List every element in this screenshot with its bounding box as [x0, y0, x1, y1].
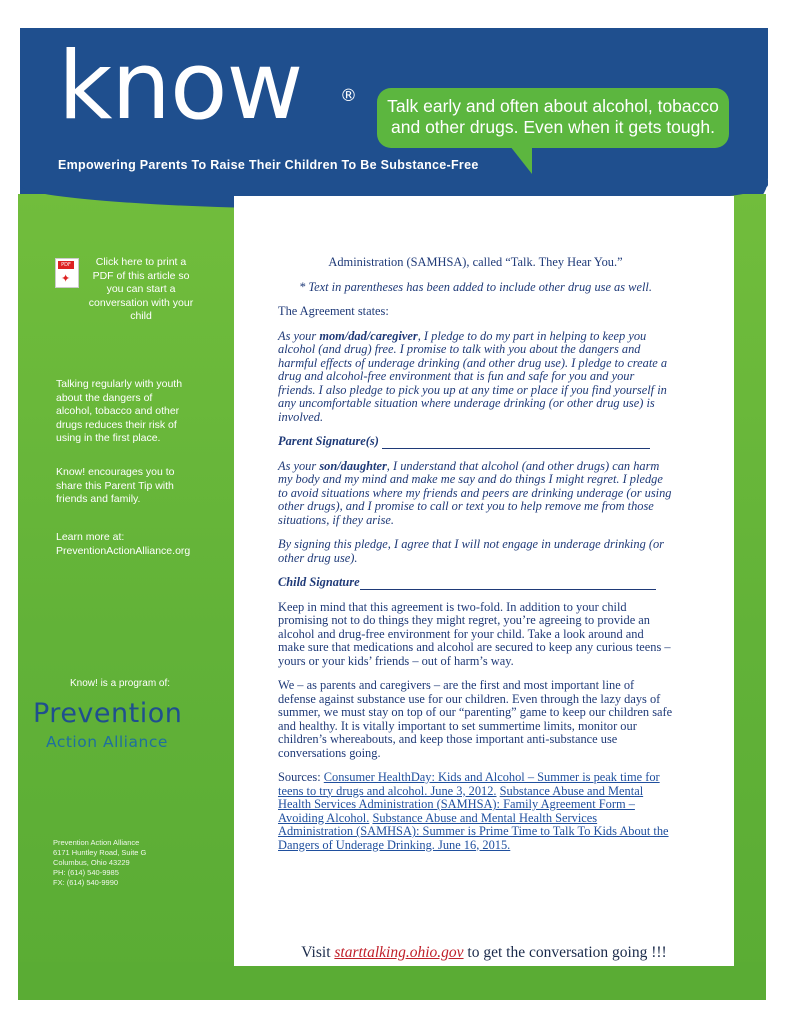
parent-role: mom/dad/caregiver [319, 328, 418, 343]
org-logo-prevention: Prevention [33, 698, 183, 729]
child-signature-line[interactable] [360, 589, 656, 590]
org-logo-action-alliance: Action Alliance [46, 733, 168, 751]
learn-more-url[interactable]: PreventionActionAlliance.org [56, 544, 191, 557]
program-of: Know! is a program of: [70, 678, 171, 689]
child-signature-row [278, 576, 673, 590]
know-logo: know [58, 32, 303, 141]
visit-footer [234, 944, 734, 962]
address-line: 6171 Huntley Road, Suite G [53, 848, 147, 857]
pdf-icon-label: PDF [58, 261, 74, 269]
address-line: Prevention Action Alliance [53, 838, 140, 847]
source-link-2[interactable]: Substance Abuse and Mental Health Services Administration (SAMHSA): Family Agreement Form – Avoiding Alcohol. [278, 783, 644, 825]
learn-more [56, 531, 206, 558]
parents-paragraph: We – as parents and caregivers – are the first and most important line of defense against substance use for our children. Even through the lazy days of summer, we must stay on top of our “parenting” game to keep our children safe and healthy. It is vitally important to set summertime limits, monitor our children’s whereabouts, and keep those important anti-substance use conversations going. [278, 678, 673, 760]
visit-tail: to get the conversation going !!! [463, 944, 667, 961]
sources-label: Sources: [278, 770, 324, 784]
address-block [53, 838, 183, 888]
learn-more-label: Learn more at: [56, 531, 125, 543]
child-pledge-text: , I understand that alcohol (and other drugs) can harm my body and my mind and make me say and do things I might regret. I pledge to avoid situations where my friends and peers are drinking underage (or using other drugs), and I promise to call or text you to help remove me from those situations, if they arise. [278, 458, 672, 527]
child-role: son/daughter [319, 458, 387, 473]
child-pledge-agreement: By signing this pledge, I agree that I will not engage in underage drinking (or other drug use). [278, 537, 665, 565]
sources [278, 771, 673, 852]
registered-mark: ® [340, 86, 357, 106]
address-line: FX: (614) 540-9990 [53, 878, 119, 887]
bottom-green-strip [18, 962, 766, 1000]
keep-in-mind-paragraph: Keep in mind that this agreement is two-fold. In addition to your child promising not to do things they might regret, you’re agreeing to provide an alcohol and drug-free environment for your child. Take a look around and make sure that medications and alcohol are secured to keep any curious teens – yours or your kids’ friends – out of harm’s way. [278, 599, 671, 668]
parentheses-note: * Text in parentheses has been added to include other drug use as well. [299, 279, 652, 294]
pdf-icon[interactable] [55, 258, 79, 288]
print-pdf-link[interactable]: Click here to print a PDF of this article so you can start a conversation with your child [88, 256, 194, 322]
child-pledge-lead: As your [278, 458, 320, 473]
parent-signature-label: Parent Signature(s) [278, 434, 379, 448]
address-line: PH: (614) 540-9985 [53, 868, 119, 877]
parent-signature-row [278, 435, 673, 449]
tagline: Empowering Parents To Raise Their Children To Be Substance-Free [58, 158, 479, 172]
starttalking-link[interactable]: starttalking.ohio.gov [334, 944, 464, 961]
child-signature-label: Child Signature [278, 575, 360, 589]
source-link-3[interactable]: Substance Abuse and Mental Health Services Administration (SAMHSA): Summer is Prime Time to Talk To Kids About the Dangers of Underage Drinking. June 16, 2015. [278, 810, 669, 852]
source-link-1[interactable]: Consumer HealthDay: Kids and Alcohol – Summer is peak time for teens to try drugs and alcohol. June 3, 2012. [278, 770, 660, 798]
parent-pledge-text: , I pledge to do my part in helping to keep you alcohol (and drug) free. I promise to talk with you about the dangers and harmful effects of underage drinking (and other drug use). I pledge to create a drug and alcohol-free environment that is fun and safe for you and your friends. I also pledge to pick you up at any time or place if you find yourself in any uncomfortable situation where underage drinking (or other drug use) is involved. [278, 328, 668, 424]
parent-pledge-lead: As your [278, 328, 320, 343]
child-pledge [278, 460, 673, 528]
speech-bubble-tail [510, 146, 532, 174]
share-note: Know! encourages you to share this Parent Tip with friends and family. [56, 466, 175, 505]
speech-bubble: Talk early and often about alcohol, tobacco and other drugs. Even when it gets tough. [377, 88, 729, 148]
talking-note: Talking regularly with youth about the dangers of alcohol, tobacco and other drugs reduces their risk of using in the first place. [56, 378, 183, 444]
article-body [278, 256, 673, 863]
parent-pledge [278, 330, 673, 425]
address-line: Columbus, Ohio 43229 [53, 858, 130, 867]
agreement-heading: The Agreement states: [278, 304, 389, 318]
parent-signature-line[interactable] [382, 448, 650, 449]
intro-line: Administration (SAMHSA), called “Talk. They Hear You.” [328, 255, 623, 269]
acrobat-icon: ✦ [61, 272, 71, 285]
visit-label: Visit [301, 944, 335, 961]
